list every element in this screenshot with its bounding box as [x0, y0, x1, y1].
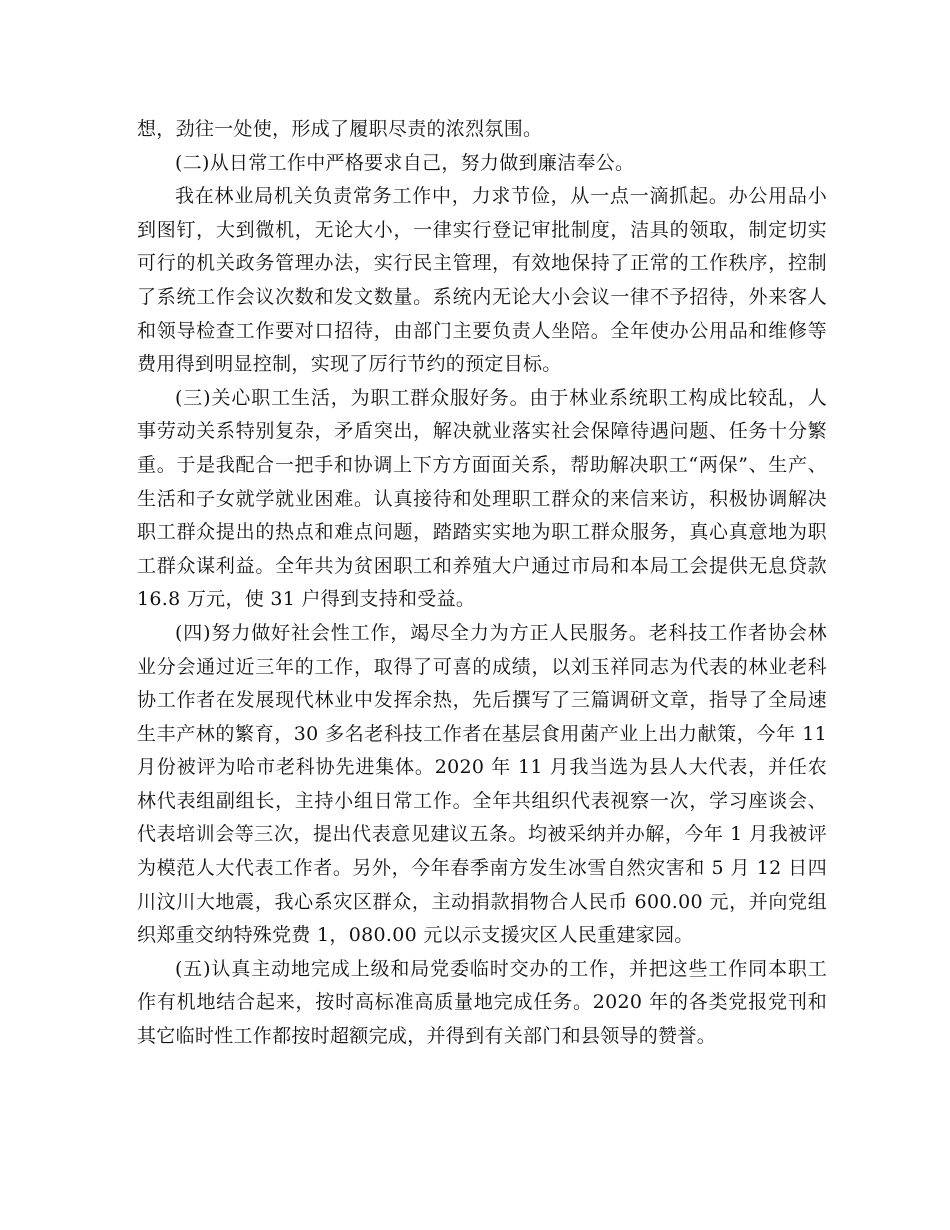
paragraph-continuation: 想，劲往一处使，形成了履职尽责的浓烈氛围。 — [137, 118, 543, 140]
paragraph-section-2-heading: (二)从日常工作中严格要求自己，努力做到廉洁奉公。 — [175, 151, 635, 174]
paragraph-section-4-social-work: (四)努力做好社会性工作，竭尽全力为方正人民服务。老科技工作者协会林业分会通过近三年的工作，取得了可喜的成绩，以刘玉祥同志为代表的林业老科协工作者在发展现代林业中发挥余热，先后撰写了三篇调研文章，指导了全局速生丰产林的繁育，30 多名老科技工作者在基层食用菌产业上出力献策，今年 11 月份被评为哈市老科协先进集体。2020 年 11 月我当选为县人大代表，并任农林代表组副组长，主持小组日常工作。全年共组织代表视察一次，学习座谈会、代表培训会等三次，提出代表意见建议五条。均被采纳并办解，今年 1 月我被评为模范人大代表工作者。另外，今年春季南方发生冰雪自然灾害和 5 月 12 日四川汶川大地震，我心系灾区群众，主动捐款捐物合人民币 600.00 元，并向党组织郑重交纳特殊党费 1，080.00 元以示支援灾区人民重建家园。 — [137, 621, 827, 947]
paragraph-office-frugality: 我在林业局机关负责常务工作中，力求节俭，从一点一滴抓起。办公用品小到图钉，大到微机，无论大小，一律实行登记审批制度，洁具的领取，制定切实可行的机关政务管理办法，实行民主管理，有效地保持了正常的工作秩序，控制了系统工作会议次数和发文数量。系统内无论大小会议一律不予招待，外来客人和领导检查工作要对口招待，由部门主要负责人坐陪。全年使办公用品和维修等费用得到明显控制，实现了厉行节约的预定目标。 — [137, 185, 827, 376]
paragraph-section-3-staff-welfare: (三)关心职工生活，为职工群众服好务。由于林业系统职工构成比较乱，人事劳动关系特别复杂，矛盾突出，解决就业落实社会保障待遇问题、任务十分繁重。于是我配合一把手和协调上下方方面面关系，帮助解决职工“两保”、生产、生活和子女就学就业困难。认真接待和处理职工群众的来信来访，积极协调解决职工群众提出的热点和难点问题，踏踏实实地为职工群众服务，真心真意地为职工群众谋利益。全年共为贫困职工和养殖大户通过市局和本局工会提供无息贷款 16.8 万元，使 31 户得到支持和受益。 — [137, 386, 827, 611]
document-body — [137, 113, 827, 1054]
paragraph-section-5-assigned-tasks: (五)认真主动地完成上级和局党委临时交办的工作，并把这些工作同本职工作有机地结合起来，按时高标准高质量地完成任务。2020 年的各类党报党刊和其它临时性工作都按时超额完成，并得到有关部门和县领导的赞誉。 — [137, 957, 827, 1048]
